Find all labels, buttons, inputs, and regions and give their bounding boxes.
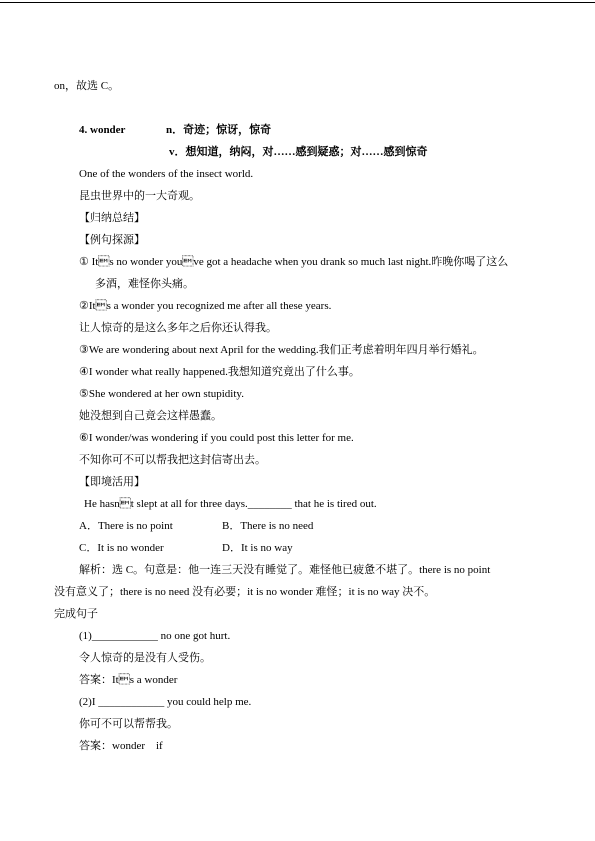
entry-headword: 4. wonder — [79, 124, 126, 136]
example-5-zh: 她没想到自己竟会这样愚蠢。 — [79, 410, 222, 422]
example-1-continued: 多酒，难怪你头痛。 — [95, 278, 194, 290]
analysis-line-2: 没有意义了；there is no need 没有必要；it is no wonder 难怪；it is no way 决不。 — [54, 586, 436, 598]
section-heading-examples: 【例句探源】 — [79, 234, 145, 246]
practice-question: He hasnt slept at all for three days.________ that he is tired out. — [84, 498, 377, 510]
entry-verb-meaning: v．想知道，纳闷，对……感到疑惑；对……感到惊奇 — [169, 146, 428, 158]
example-5-en: ⑤She wondered at her own stupidity. — [79, 388, 244, 400]
continuation-text: on，故选 C。 — [54, 80, 120, 92]
sentence-1-answer: 答案：Its a wonder — [79, 674, 178, 686]
option-a: A．There is no point — [79, 520, 173, 532]
example-6-zh: 不知你可不可以帮我把这封信寄出去。 — [79, 454, 266, 466]
sentence-2-translation: 你可不可以帮帮我。 — [79, 718, 178, 730]
option-d: D．It is no way — [222, 542, 293, 554]
example-6-en: ⑥I wonder/was wondering if you could post this letter for me. — [79, 432, 354, 444]
section-heading-summary: 【归纳总结】 — [79, 212, 145, 224]
section-heading-practice: 【即境活用】 — [79, 476, 145, 488]
option-c: C．It is no wonder — [79, 542, 164, 554]
sentence-2-answer: 答案：wonder if — [79, 740, 163, 752]
sentence-1-translation: 令人惊奇的是没有人受伤。 — [79, 652, 211, 664]
analysis-line-1: 解析：选 C。句意是：他一连三天没有睡觉了。难怪他已疲惫不堪了。there is no point — [79, 564, 491, 576]
example-2-en: ②Its a wonder you recognized me after all these years. — [79, 300, 332, 312]
example-sentence-en: One of the wonders of the insect world. — [79, 168, 254, 180]
example-2-zh: 让人惊奇的是这么多年之后你还认得我。 — [79, 322, 277, 334]
option-b: B．There is no need — [222, 520, 314, 532]
page-top-rule — [0, 2, 595, 3]
section-heading-complete-sentences: 完成句子 — [54, 608, 98, 620]
example-3: ③We are wondering about next April for the wedding.我们正考虑着明年四月举行婚礼。 — [79, 344, 484, 356]
sentence-2-prompt: (2)I ____________ you could help me. — [79, 696, 252, 708]
example-4: ④I wonder what really happened.我想知道究竟出了什么事。 — [79, 366, 360, 378]
example-sentence-zh: 昆虫世界中的一大奇观。 — [79, 190, 200, 202]
example-1: ① Its no wonder youve got a headache when you drank so much last night.昨晚你喝了这么 — [79, 256, 509, 268]
entry-noun-meaning: n．奇迹；惊讶，惊奇 — [166, 124, 272, 136]
sentence-1-prompt: (1)____________ no one got hurt. — [79, 630, 231, 642]
